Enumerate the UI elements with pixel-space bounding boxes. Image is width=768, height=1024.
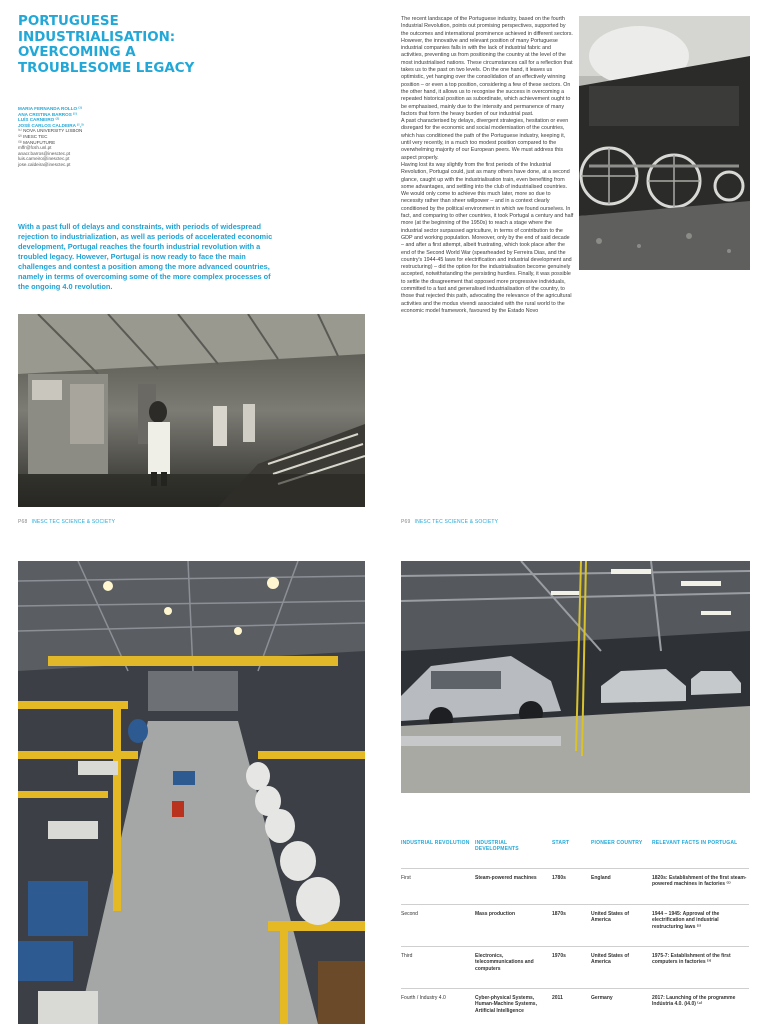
author-email: luis.carneiro@inesctec.pt [18,156,70,162]
section-prefix: INESC TEC [31,519,60,525]
author-block [18,106,148,168]
table-header: PIONEER COUNTRY [591,840,643,846]
car-assembly-line-photo [401,561,750,793]
table-cell: Electronics, telecommunications and computers [475,953,534,972]
table-cell: England [591,875,611,881]
lead-paragraph: With a past full of delays and constraints, with periods of widespread rejection to industrialization, as well as periods of accelerated economic development, Portugal reaches the fourth industrial revolution with a troubled legacy. However, Portugal is now ready to face the main challenges and contest a position among the more advanced countries, namely in terms of overcoming some of the more complex processes of the ongoing 4.0 revolution. [18,222,273,291]
table-cell: First [401,875,411,881]
table-cell: 1944 – 1945: Approval of the electrification and industrial restructuring laws ⁽²⁾ [652,911,720,930]
author-name: MARIA FERNANDA ROLLO ⁽¹⁾ [18,106,83,111]
body-paragraph: A past characterised by delays, divergent strategies, hesitation or even disregard for the economic and social modernisation of the countries, which has conditioned the path of the Portuguese industry, keeping it, until very recently, in a much too modest position compared to the overwhelming majority of our European peers. We must address this aspect properly. [401,118,569,161]
modern-factory-hall-photo [18,561,365,1024]
author-name: JOSÉ CARLOS CALDEIRA ⁽²,³⁾ [18,122,84,128]
page-footer [401,519,498,525]
affiliation: ⁽³⁾ MANUFUTURE [18,139,56,145]
author-name: ANA CRISTINA BARROS ⁽²⁾ [18,111,77,117]
author-email: anacr.barros@inesctec.pt [18,150,71,156]
table-cell: Fourth / Industry 4.0 [401,995,446,1001]
table-cell: 1870s [552,911,566,917]
table-cell: 1975-7: Establishment of the first computers in factories ⁽³⁾ [652,953,731,966]
body-paragraph: Having lost its way slightly from the first periods of the Industrial Revolution, Portugal could, just as many others have done, at a second glance, caught up with the industrialisation train, even benefiting from some advantages, and settling into the club of industrialised countries. We would only come to achieve this much later, more so due to necessity rather than sheer willpower – and in a context clearly conditioned by the political environment in which we found ourselves. In fact, and comparing to other countries, it took Portugal a century and half more (at the beginning of the 1950s) to reach a stage where the industrial sector surpassed agriculture, in terms of contribution to the GDP and working population. Moreover, only by the end of said decade – and after a first attempt, albeit frustrating, which took place after the end of the Second World War (spearheaded by Ferreira Dias, and the country's 1944-45 laws for electrification and industrial development and restructuring) – did the option for the industrialisation become genuinely accepted, notwithstanding the persisting hurdles. Finally, it was possible to settle the disagreement that opposed more progressive individuals, committed to a fast and generalised industrialisation of the country, to those that rejected this path, advocating the relevance of the agricultural activities and the modus vivendi associated with the rural world to the economic model framework, favoured by the Estado Novo [401,161,574,314]
body-paragraph: The recent landscape of the Portuguese industry, based on the fourth Industrial Revolution, points out promising perspectives, supported by the outcomes and international prominence achieved in different sectors. However, the innovative and relevant position of many Portuguese industrial companies falls in with the lack of industrial fabric and activities, preventing us from positioning the country at the level of the most industrialised nations. These circumstances call for a reflection that takes us to the past on two levels. On the one hand, it leaves us optimistic, yet hanging over the consolidation of an effectively winning position – or even a top position, considering a few of these sectors. On the other hand, it allows us to recognise the success in overcoming a repeated historical position as subordinate, which achievement ought to be emphasised, mainly due to the intensity and permanence of many factors that form the heavy burden of our industrial past. [401,16,573,117]
section-label: SCIENCE & SOCIETY [444,519,499,525]
article-title: PORTUGUESE INDUSTRIALISATION: OVERCOMING A TROUBLESOME LEGACY [18,14,195,76]
table-row [401,988,749,1024]
section-prefix: INESC TEC [414,519,443,525]
author-name: LUÍS CARNEIRO ⁽²⁾ [18,117,60,123]
table-cell: United States of America [591,911,630,924]
table-cell: Germany [591,995,613,1001]
page-number: P69 [401,519,411,525]
page-footer [18,519,115,525]
table-cell: Steam-powered machines [475,875,537,881]
author-email: mffr@fcsh.unl.pt [18,145,52,151]
table-cell: Mass production [475,911,516,917]
table-cell: United States of America [591,953,630,966]
table-cell: 1780s [552,875,566,881]
archive-factory-photo [18,314,365,507]
affiliation: ⁽²⁾ INESC TEC [18,133,48,139]
page-number: P68 [18,519,28,525]
table-header: INDUSTRIAL DEVELOPMENTS [475,840,519,853]
article-body [401,16,574,315]
table-header: START [552,840,570,846]
table-row [401,946,749,988]
table-header: RELEVANT FACTS IN PORTUGAL [652,840,738,846]
author-email: jose.caldeira@inesctec.pt [18,161,71,167]
table-header: INDUSTRIAL REVOLUTION [401,840,470,846]
table-cell: Third [401,953,413,959]
table-cell: 2017: Launching of the programme Indústria 4.0. (i4.0) ⁽⁴⁾ [652,995,736,1008]
table-cell: Second [401,911,418,917]
table-row [401,904,749,946]
table-cell: Cyber-physical Systems, Human-Machine Systems, Artificial Intelligence [475,995,537,1014]
steam-locomotive-photo [579,16,750,270]
affiliation: ⁽¹⁾ NOVA UNIVERSITY LISBON [18,128,83,134]
table-cell: 1970s [552,953,566,959]
table-cell: 1820s: Establishment of the first steam-powered machines in factories ⁽¹⁾ [652,875,747,888]
section-label: SCIENCE & SOCIETY [61,519,116,525]
table-cell: 2011 [552,995,563,1001]
